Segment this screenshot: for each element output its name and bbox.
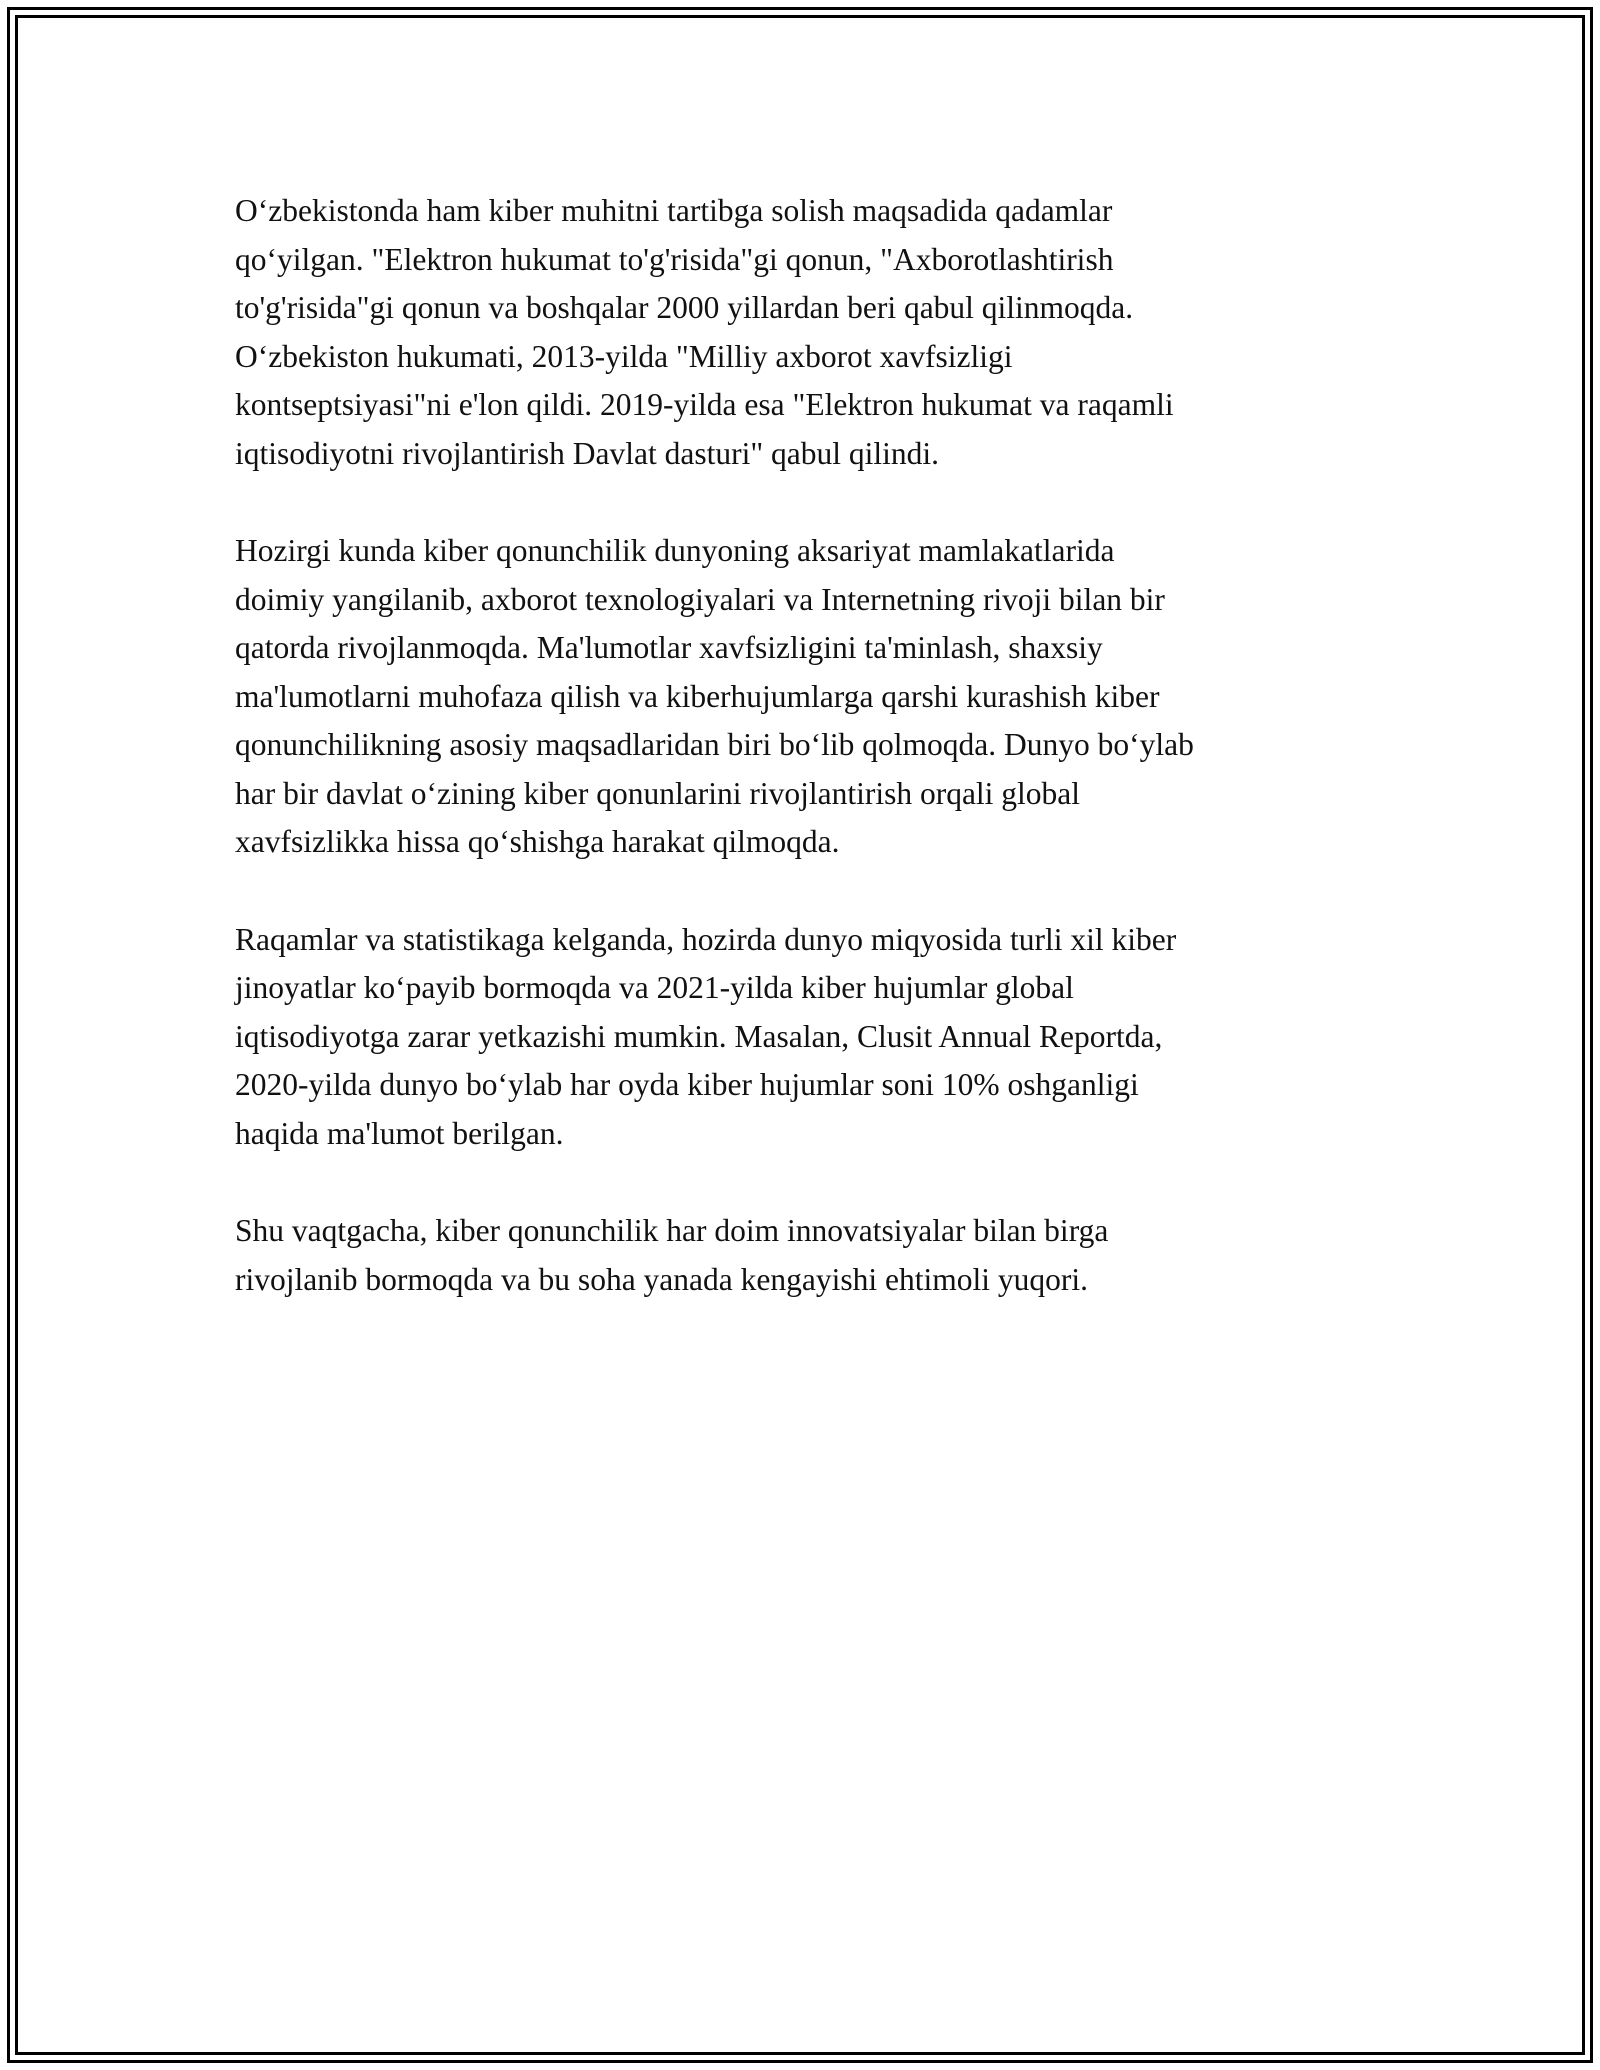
text-line: doimiy yangilanib, axborot texnologiyalari va Internetning rivoji bilan bir xyxy=(235,581,1165,617)
text-line: Hozirgi kunda kiber qonunchilik dunyoning aksariyat mamlakatlarida xyxy=(235,533,1115,568)
text-line: 2020-yilda dunyo bo‘ylab har oyda kiber hujumlar soni 10% oshganligi xyxy=(235,1067,1139,1102)
text-line: jinoyatlar ko‘payib bormoqda va 2021-yilda kiber hujumlar global xyxy=(235,970,1074,1005)
text-line: O‘zbekistonda ham kiber muhitni tartibga solish maqsadida qadamlar xyxy=(235,193,1113,228)
text-line: qonunchilikning asosiy maqsadlaridan biri bo‘lib qolmoqda. Dunyo bo‘ylab xyxy=(235,727,1194,762)
text-line: Shu vaqtgacha, kiber qonunchilik har doim innovatsiyalar bilan birga xyxy=(235,1213,1109,1248)
paragraph-3 xyxy=(235,916,1375,1159)
text-line: xavfsizlikka hissa qo‘shishga harakat qilmoqda. xyxy=(235,824,840,859)
text-line: O‘zbekiston hukumati, 2013-yilda "Milliy axborot xavfsizligi xyxy=(235,338,1013,374)
text-line: rivojlanib bormoqda va bu soha yanada kengayishi ehtimoli yuqori. xyxy=(235,1261,1088,1297)
text-line: haqida ma'lumot berilgan. xyxy=(235,1115,564,1151)
text-line: iqtisodiyotni rivojlantirish Davlat dasturi" qabul qilindi. xyxy=(235,435,940,471)
document-body xyxy=(235,187,1375,1353)
text-line: iqtisodiyotga zarar yetkazishi mumkin. Masalan, Clusit Annual Reportda, xyxy=(235,1018,1163,1054)
paragraph-1 xyxy=(235,187,1375,478)
paragraph-2 xyxy=(235,527,1375,867)
text-line: ma'lumotlarni muhofaza qilish va kiberhujumlarga qarshi kurashish kiber xyxy=(235,678,1160,714)
text-line: qo‘yilgan. "Elektron hukumat to'g'risida"gi qonun, "Axborotlashtirish xyxy=(235,241,1114,277)
paragraph-4 xyxy=(235,1207,1375,1304)
text-line: har bir davlat o‘zining kiber qonunlarini rivojlantirish orqali global xyxy=(235,775,1081,811)
text-line: kontseptsiyasi"ni e'lon qildi. 2019-yilda esa "Elektron hukumat va raqamli xyxy=(235,387,1174,422)
text-line: qatorda rivojlanmoqda. Ma'lumotlar xavfsizligini ta'minlash, shaxsiy xyxy=(235,630,1103,665)
text-line: Raqamlar va statistikaga kelganda, hozirda dunyo miqyosida turli xil kiber xyxy=(235,921,1177,957)
text-line: to'g'risida"gi qonun va boshqalar 2000 yillardan beri qabul qilinmoqda. xyxy=(235,290,1134,325)
